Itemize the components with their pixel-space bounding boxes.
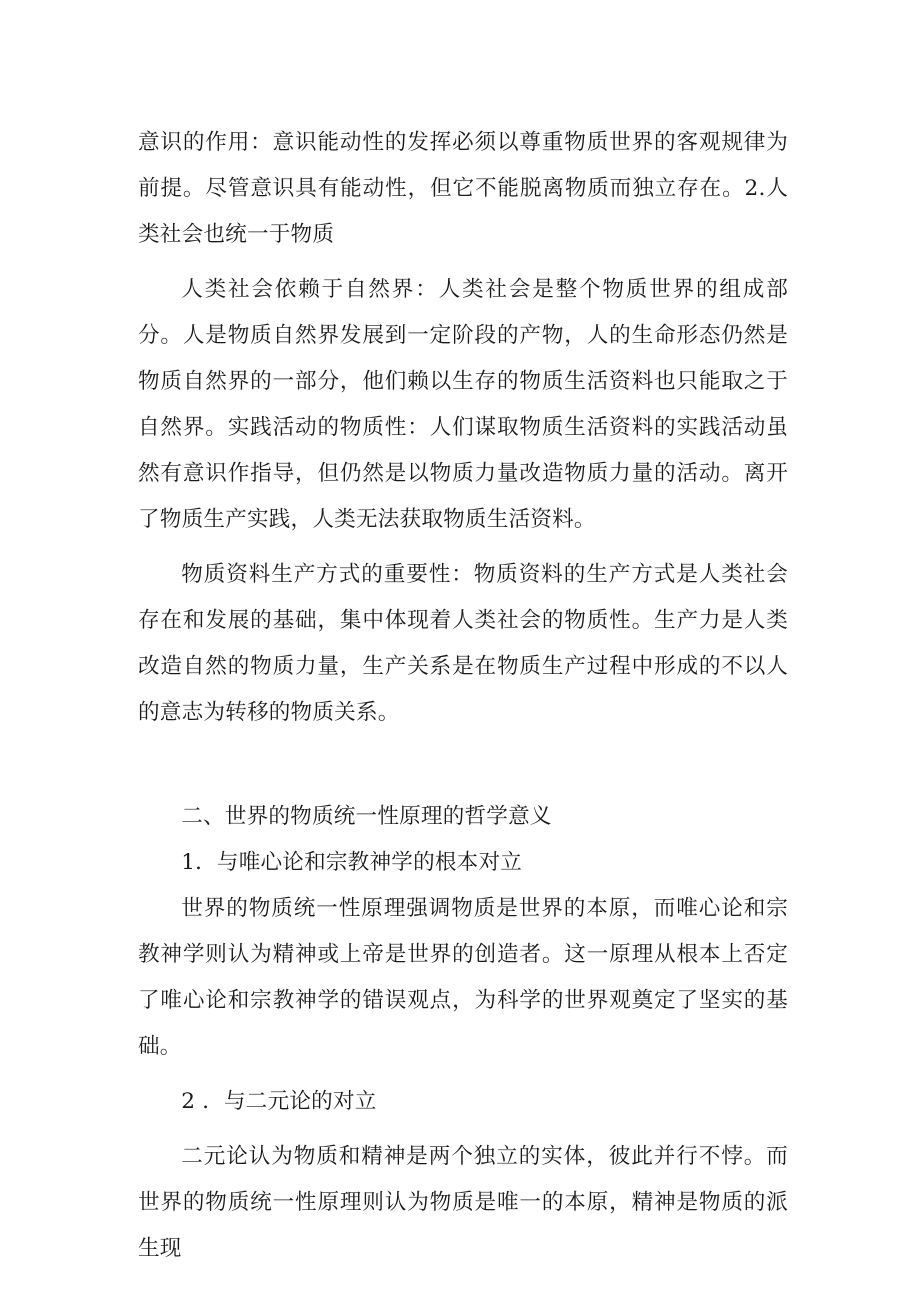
paragraph-production-mode: 物质资料生产方式的重要性：物质资料的生产方式是人类社会存在和发展的基础，集中体现着人类社会的物质性。生产力是人类改造自然的物质力量，生产关系是在物质生产过程中形成的不以人的意志为转移的物质关系。: [138, 562, 788, 725]
subheading-idealism-opposition: 1．与唯心论和宗教神学的根本对立: [181, 850, 523, 875]
section-heading-philosophical-meaning: 二、世界的物质统一性原理的哲学意义: [181, 804, 552, 829]
document-page: [138, 120, 788, 1272]
paragraph-idealism-opposition: 世界的物质统一性原理强调物质是世界的本原，而唯心论和宗教神学则认为精神或上帝是世界的创造者。这一原理从根本上否定了唯心论和宗教神学的错误观点，为科学的世界观奠定了坚实的基础。: [138, 896, 788, 1059]
paragraph-dualism-opposition: 二元论认为物质和精神是两个独立的实体，彼此并行不悖。而世界的物质统一性原理则认为物质是唯一的本原，精神是物质的派生现: [138, 1144, 788, 1261]
subheading-dualism-opposition: 2 ．与二元论的对立: [181, 1089, 377, 1114]
paragraph-consciousness-role: 意识的作用：意识能动性的发挥必须以尊重物质世界的客观规律为前提。尽管意识具有能动性，但它不能脱离物质而独立存在。2.人类社会也统一于物质: [138, 130, 788, 247]
paragraph-society-nature: 人类社会依赖于自然界：人类社会是整个物质世界的组成部分。人是物质自然界发展到一定阶段的产物，人的生命形态仍然是物质自然界的一部分，他们赖以生存的物质生活资料也只能取之于自然界。实践活动的物质性：人们谋取物质生活资料的实践活动虽然有意识作指导，但仍然是以物质力量改造物质力量的活动。离开了物质生产实践，人类无法获取物质生活资料。: [138, 277, 788, 532]
